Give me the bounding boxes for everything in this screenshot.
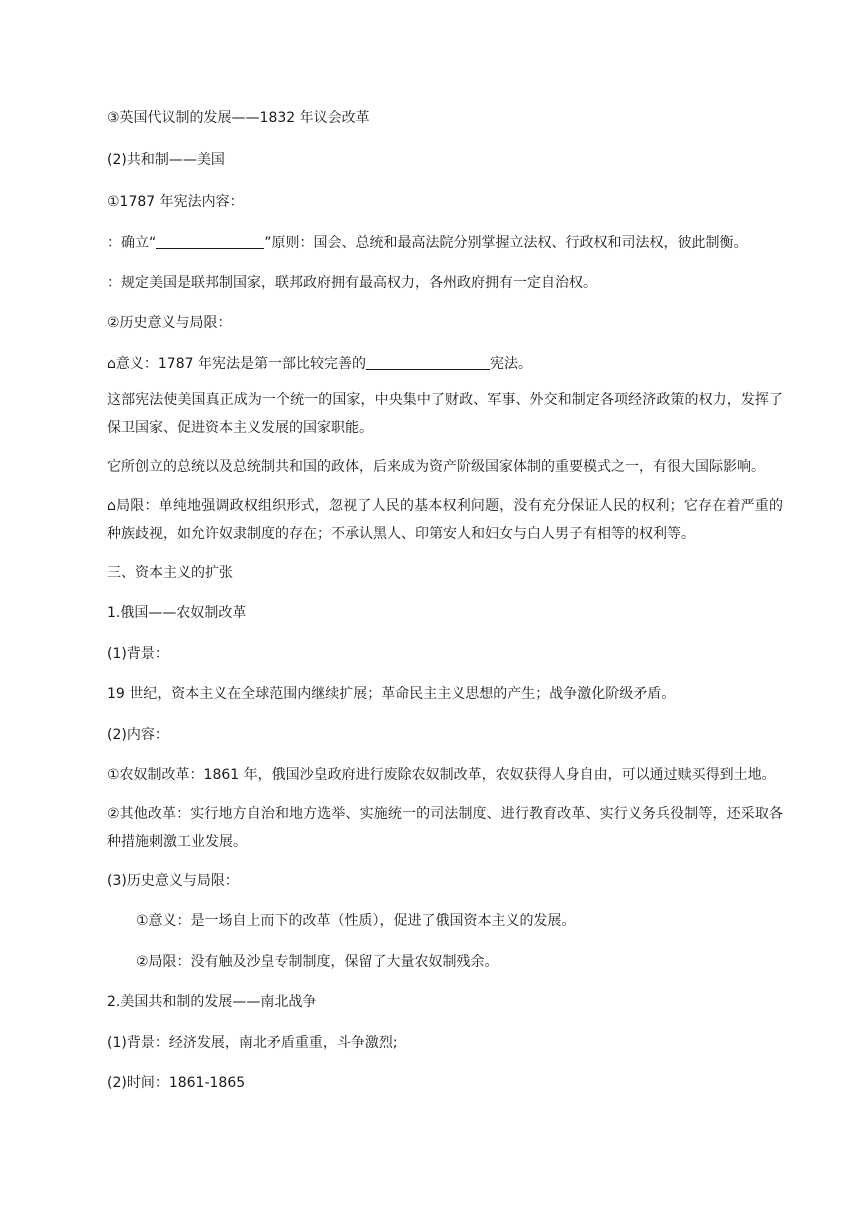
text-line: ②局限：没有触及沙皇专制制度，保留了大量农奴制残余。 [136,954,499,970]
text-line-with-blank [107,355,783,372]
text-segment: ⌂意义：1787 年宪法是第一部比较完善的 [107,356,366,372]
fill-in-blank[interactable] [156,234,264,249]
text-line: (1)背景：经济发展，南北矛盾重重，斗争激烈; [107,1035,398,1051]
text-line: ①意义：是一场自上而下的改革（性质），促进了俄国资本主义的发展。 [136,913,576,929]
text-segment: ：确立“ [107,235,157,251]
text-line: ：规定美国是联邦制国家，联邦政府拥有最高权力，各州政府拥有一定自治权。 [107,275,597,291]
paragraph: 这部宪法使美国真正成为一个统一的国家，中央集中了财政、军事、外交和制定各项经济政策的权力，发挥了保卫国家、促进资本主义发展的国家职能。 [107,392,783,436]
text-line: ①农奴制改革：1861 年，俄国沙皇政府进行废除农奴制改革，农奴获得人身自由，可以通过赎买得到土地。 [107,767,776,783]
section-heading: 三、资本主义的扩张 [107,565,233,581]
text-line: (2)内容： [107,727,169,743]
text-line: (3)历史意义与局限： [107,873,239,889]
text-line: (2)时间：1861-1865 [107,1075,246,1091]
text-line: ③英国代议制的发展——1832 年议会改革 [107,110,370,126]
text-line: 它所创立的总统以及总统制共和国的政体，后来成为资产阶级国家体制的重要模式之一，有很大国际影响。 [107,459,765,475]
text-line: 19 世纪，资本主义在全球范围内继续扩展；革命民主主义思想的产生；战争激化阶级矛盾。 [107,686,676,702]
subsection-heading: 1.俄国——农奴制改革 [107,605,247,621]
text-line-with-blank [107,234,783,251]
text-segment: 宪法。 [489,356,532,372]
text-line: ①1787 年宪法内容： [107,194,244,210]
fill-in-blank[interactable] [366,355,490,370]
text-line: (1)背景： [107,646,169,662]
paragraph: ⌂局限：单纯地强调政权组织形式，忽视了人民的基本权利问题，没有充分保证人民的权利；它存在着严重的种族歧视，如允许奴隶制度的存在；不承认黑人、印第安人和妇女与白人男子有相等的权利等。 [107,498,783,542]
text-segment: ”原则：国会、总统和最高法院分别掌握立法权、行政权和司法权，彼此制衡。 [264,235,748,251]
text-line: (2)共和制——美国 [107,152,225,168]
text-line: ②历史意义与局限： [107,315,232,331]
subsection-heading: 2.美国共和制的发展——南北战争 [107,994,317,1010]
paragraph: ②其他改革：实行地方自治和地方选举、实施统一的司法制度、进行教育改革、实行义务兵役制等，还采取各种措施刺激工业发展。 [107,806,783,850]
